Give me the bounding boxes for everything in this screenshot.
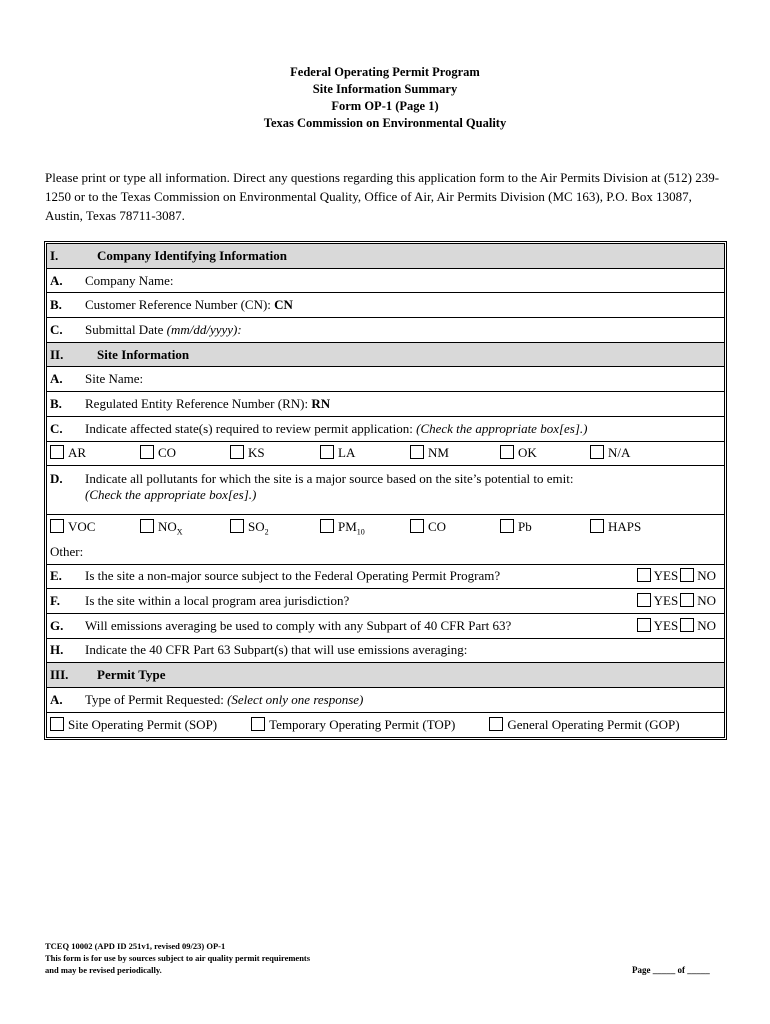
form-table [44, 241, 727, 740]
section-title: Company Identifying Information [97, 247, 287, 263]
state-option-ar[interactable]: AR [50, 445, 140, 461]
form-footer [45, 940, 310, 976]
date-format: (mm/dd/yyyy): [166, 321, 242, 337]
pollutant-option-so2[interactable]: $SO_2$ [230, 519, 320, 537]
state-option-la[interactable]: LA [320, 445, 410, 461]
company-name-field: Company Name: [85, 272, 174, 288]
permit-type-question-row [47, 688, 724, 713]
permit-option-sop[interactable]: Site Operating Permit (SOP) [50, 717, 217, 733]
company-name-row[interactable] [47, 269, 724, 294]
pollutant-option-pm10[interactable]: $PM_{10}$ [320, 519, 410, 537]
site-name-row[interactable] [47, 367, 724, 392]
checkbox[interactable] [500, 445, 514, 459]
no-checkbox[interactable] [680, 593, 694, 607]
form-id: TCEQ 10002 (APD ID 251v1, revised 09/23) OP-1 [45, 941, 226, 951]
local-program-question: Is the site within a local program area jurisdiction? [85, 593, 350, 609]
state-option-ok[interactable]: OK [500, 445, 590, 461]
checkbox[interactable] [500, 519, 514, 533]
pollutant-option-voc[interactable]: VOC [50, 519, 140, 537]
other-label: Other: [50, 543, 84, 559]
row-label: H. [50, 642, 64, 658]
yes-no-group: YES NO [635, 568, 716, 584]
local-program-row [47, 589, 724, 614]
checkbox[interactable] [230, 519, 244, 533]
no-checkbox[interactable] [680, 568, 694, 582]
section-1-header [47, 244, 724, 269]
checkbox[interactable] [590, 445, 604, 459]
states-question: Indicate affected state(s) required to review permit application: [85, 420, 417, 436]
state-option-nm[interactable]: NM [410, 445, 500, 461]
rn-prefix: RN [311, 395, 331, 411]
yes-checkbox[interactable] [637, 568, 651, 582]
states-hint: (Check the appropriate box[es].) [416, 420, 588, 436]
states-checkbox-row [47, 442, 724, 467]
regulated-entity-row[interactable] [47, 392, 724, 417]
affected-states-row [47, 417, 724, 442]
pollutants-question: Indicate all pollutants for which the site is a major source based on the site’s potential to emit: [85, 471, 574, 487]
checkbox[interactable] [50, 717, 64, 731]
section-number: I. [50, 247, 59, 263]
submittal-date-row[interactable] [47, 318, 724, 343]
checkbox[interactable] [410, 445, 424, 459]
permit-type-question: Type of Permit Requested: [85, 691, 228, 707]
page-number: Page _____ of _____ [632, 965, 710, 975]
yes-checkbox[interactable] [637, 593, 651, 607]
state-option-co[interactable]: CO [140, 445, 230, 461]
checkbox[interactable] [50, 445, 64, 459]
pollutants-question-row [47, 466, 724, 515]
permit-type-options-row [47, 713, 724, 738]
section-title: Site Information [97, 346, 190, 362]
permit-option-top[interactable]: Temporary Operating Permit (TOP) [251, 717, 455, 733]
row-label: C. [50, 420, 63, 436]
row-label: E. [50, 568, 62, 584]
checkbox[interactable] [50, 519, 64, 533]
summary-title: Site Information Summary [312, 82, 458, 96]
section-number: III. [50, 667, 69, 683]
section-number: II. [50, 346, 64, 362]
cn-prefix: CN [274, 297, 293, 313]
no-checkbox[interactable] [680, 618, 694, 632]
permit-option-gop[interactable]: General Operating Permit (GOP) [489, 717, 679, 733]
emissions-averaging-question: Will emissions averaging be used to comply with any Subpart of 40 CFR Part 63? [85, 617, 512, 633]
footer-note-1: This form is for use by sources subject to air quality permit requirements [45, 953, 311, 963]
checkbox[interactable] [251, 717, 265, 731]
row-label: B. [50, 395, 62, 411]
row-label: B. [50, 297, 62, 313]
checkbox[interactable] [590, 519, 604, 533]
section-title: Permit Type [97, 667, 166, 683]
row-label: A. [50, 272, 63, 288]
non-major-question: Is the site a non-major source subject to the Federal Operating Permit Program? [85, 568, 501, 584]
yes-no-group: YES NO [635, 593, 716, 609]
row-label: D. [50, 471, 63, 487]
section-2-header [47, 343, 724, 368]
state-option-na[interactable]: N/A [590, 445, 680, 461]
row-label: A. [50, 371, 63, 387]
pollutant-option-haps[interactable]: HAPS [590, 519, 680, 537]
checkbox[interactable] [140, 519, 154, 533]
row-label: G. [50, 617, 64, 633]
non-major-source-row [47, 565, 724, 590]
form-number: Form OP-1 (Page 1) [331, 99, 439, 113]
row-label: A. [50, 691, 63, 707]
pollutant-option-pb[interactable]: Pb [500, 519, 590, 537]
date-label: Submittal Date [85, 321, 167, 337]
emissions-averaging-row [47, 614, 724, 639]
customer-reference-row[interactable] [47, 293, 724, 318]
pollutants-checkbox-row [47, 515, 724, 540]
form-header [0, 64, 770, 132]
pollutants-hint: (Check the appropriate box[es].) [85, 487, 257, 503]
program-title: Federal Operating Permit Program [290, 65, 480, 79]
rn-label: Regulated Entity Reference Number (RN): [85, 395, 312, 411]
subpart-row[interactable] [47, 639, 724, 664]
agency-name: Texas Commission on Environmental Quality [263, 116, 507, 130]
row-label: F. [50, 593, 60, 609]
checkbox[interactable] [230, 445, 244, 459]
section-3-header [47, 663, 724, 688]
site-name-field: Site Name: [85, 371, 144, 387]
pollutant-option-co[interactable]: CO [410, 519, 500, 537]
footer-note-2: and may be revised periodically. [45, 965, 162, 975]
checkbox[interactable] [410, 519, 424, 533]
other-pollutants-row[interactable] [47, 540, 724, 565]
permit-type-hint: (Select only one response) [227, 691, 364, 707]
pollutant-option-nox[interactable]: $NO_X$ [140, 519, 230, 537]
instructions-paragraph: Please print or type all information. Direct any questions regarding this application form to the Air Permits Division at (512) 239-1250 or to the Texas Commission on Environmental Quality, Office of Air, Air Permits Division (MC 163), P.O. Box 13087, Austin, Texas 78711-3087. [45, 170, 720, 223]
checkbox[interactable] [320, 519, 334, 533]
cn-label: Customer Reference Number (CN): [85, 297, 275, 313]
yes-no-group: YES NO [635, 618, 716, 634]
row-label: C. [50, 321, 63, 337]
state-option-ks[interactable]: KS [230, 445, 320, 461]
checkbox[interactable] [140, 445, 154, 459]
checkbox[interactable] [489, 717, 503, 731]
subpart-question: Indicate the 40 CFR Part 63 Subpart(s) that will use emissions averaging: [85, 642, 468, 658]
yes-checkbox[interactable] [637, 618, 651, 632]
checkbox[interactable] [320, 445, 334, 459]
